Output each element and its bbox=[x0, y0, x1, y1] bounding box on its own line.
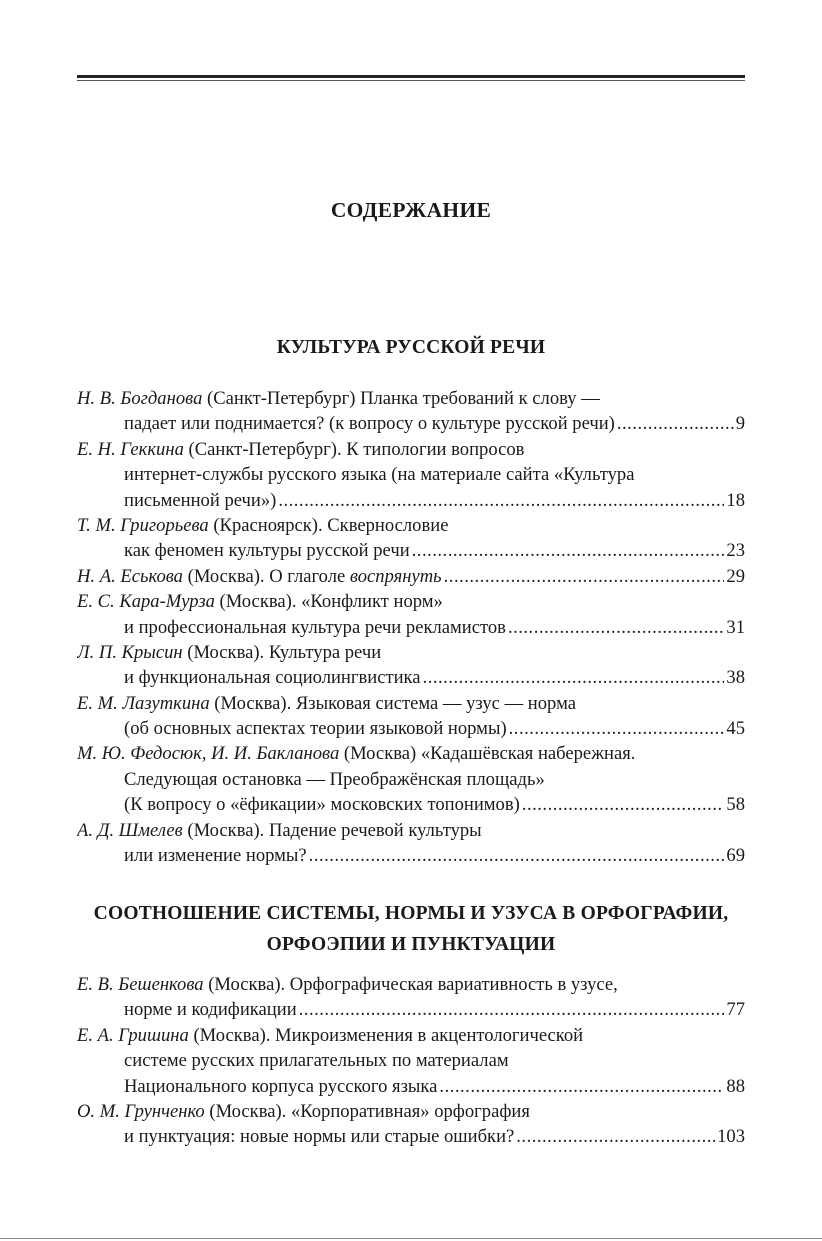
page-title: СОДЕРЖАНИЕ bbox=[330, 198, 492, 222]
section-title-line: ОРФОЭПИИ И ПУНКТУАЦИИ bbox=[266, 934, 556, 955]
bottom-rule bbox=[0, 1238, 822, 1239]
page-number: 88 bbox=[726, 1075, 745, 1097]
page-number: 77 bbox=[726, 999, 745, 1021]
toc-entry[interactable] bbox=[77, 437, 745, 513]
page-number: 9 bbox=[735, 413, 745, 435]
entry-author: М. Ю. Федосюк, И. И. Бакланова bbox=[77, 743, 340, 765]
page-number: 18 bbox=[726, 489, 745, 511]
entry-title-cont: или изменение нормы? bbox=[124, 845, 307, 867]
toc-entry[interactable] bbox=[77, 741, 745, 817]
entry-author: Л. П. Крысин bbox=[77, 641, 183, 663]
toc-entry[interactable] bbox=[77, 589, 745, 640]
toc-entry[interactable] bbox=[77, 691, 745, 742]
leader-dots bbox=[299, 997, 725, 1022]
entry-title-cont: и пунктуация: новые нормы или старые ошибки? bbox=[124, 1126, 515, 1148]
toc-section-1 bbox=[77, 386, 745, 868]
leader-dots bbox=[522, 792, 725, 817]
page-number: 45 bbox=[726, 718, 745, 740]
toc-entry[interactable] bbox=[77, 513, 745, 564]
toc-entry[interactable] bbox=[77, 564, 745, 589]
leader-dots bbox=[444, 564, 725, 589]
page-number: 103 bbox=[717, 1126, 745, 1148]
entry-author: Е. С. Кара-Мурза bbox=[77, 591, 215, 613]
section-title-line: СООТНОШЕНИЕ СИСТЕМЫ, НОРМЫ И УЗУСА В ОРФОГРАФИИ, bbox=[93, 903, 729, 924]
top-rule-thin bbox=[77, 80, 745, 81]
toc-section-2 bbox=[77, 972, 745, 1150]
entry-title: (Москва). Микроизменения в акцентологической bbox=[188, 1024, 584, 1046]
entry-title-cont: как феномен культуры русской речи bbox=[124, 540, 410, 562]
toc-entry[interactable] bbox=[77, 386, 745, 437]
entry-title: (Москва). «Конфликт норм» bbox=[214, 591, 443, 613]
entry-title: (Санкт-Петербург) Планка требований к слову — bbox=[202, 388, 600, 409]
entry-title-cont: и функциональная социолингвистика bbox=[124, 667, 421, 689]
toc-entry[interactable] bbox=[77, 818, 745, 869]
entry-title-cont: и профессиональная культура речи рекламистов bbox=[124, 616, 506, 638]
leader-dots bbox=[508, 615, 724, 640]
entry-author: Е. Н. Геккина bbox=[77, 438, 184, 460]
toc-entry[interactable] bbox=[77, 1023, 745, 1099]
entry-title-cont: падает или поднимается? (к вопросу о культуре русской речи) bbox=[124, 413, 615, 435]
entry-title: (Москва). Орфографическая вариативность в узусе, bbox=[203, 974, 618, 995]
entry-title: (Красноярск). Сквернословие bbox=[208, 514, 449, 536]
toc-entry[interactable] bbox=[77, 972, 745, 1023]
entry-author: Т. М. Григорьева bbox=[77, 514, 209, 536]
leader-dots bbox=[309, 843, 725, 868]
page-number: 31 bbox=[726, 616, 745, 638]
entry-title-cont: (К вопросу о «ёфикации» московских топонимов) bbox=[124, 794, 520, 816]
entry-title-italic: воспрянуть bbox=[349, 565, 442, 587]
entry-title: (Москва). Падение речевой культуры bbox=[182, 819, 482, 841]
page-number: 29 bbox=[726, 565, 745, 587]
entry-title: (Москва). «Корпоративная» орфография bbox=[204, 1100, 530, 1122]
page-number: 69 bbox=[726, 845, 745, 867]
page-number: 23 bbox=[726, 540, 745, 562]
entry-title: (Москва). О глаголе bbox=[182, 565, 350, 587]
section-title-1 bbox=[77, 332, 745, 363]
toc-entry[interactable] bbox=[77, 1099, 745, 1150]
leader-dots bbox=[423, 665, 725, 690]
entry-title-cont: письменной речи») bbox=[124, 489, 277, 511]
page-number: 58 bbox=[726, 794, 745, 816]
entry-author: Е. В. Бешенкова bbox=[77, 974, 204, 995]
entry-title-cont: (об основных аспектах теории языковой нормы) bbox=[124, 718, 507, 740]
entry-author: А. Д. Шмелев bbox=[77, 819, 183, 841]
page-number: 38 bbox=[726, 667, 745, 689]
leader-dots bbox=[617, 411, 734, 436]
entry-author: Е. М. Лазуткина bbox=[77, 692, 210, 714]
leader-dots bbox=[516, 1124, 715, 1149]
entry-title: (Москва) «Кадашёвская набережная. bbox=[339, 743, 636, 765]
entry-author: О. М. Грунченко bbox=[77, 1100, 205, 1122]
leader-dots bbox=[278, 488, 724, 513]
leader-dots bbox=[509, 716, 725, 741]
section-title-2 bbox=[77, 898, 745, 960]
entry-title-cont: системе русских прилагательных по материалам bbox=[124, 1050, 509, 1072]
section-title-line: КУЛЬТУРА РУССКОЙ РЕЧИ bbox=[276, 337, 546, 358]
leader-dots bbox=[439, 1074, 724, 1099]
leader-dots bbox=[412, 538, 725, 563]
entry-title: (Москва). Культура речи bbox=[182, 641, 382, 663]
entry-author: Е. А. Гришина bbox=[77, 1024, 189, 1046]
entry-author: Н. В. Богданова bbox=[77, 388, 203, 409]
entry-title: (Санкт-Петербург). К типологии вопросов bbox=[183, 438, 525, 460]
entry-title-cont: норме и кодификации bbox=[124, 999, 297, 1021]
entry-title-cont: интернет-службы русского языка (на материале сайта «Культура bbox=[124, 464, 635, 486]
entry-author: Н. А. Еськова bbox=[77, 565, 183, 587]
toc-entry[interactable] bbox=[77, 640, 745, 691]
entry-title-cont: Национального корпуса русского языка bbox=[124, 1075, 438, 1097]
top-rule bbox=[77, 75, 745, 78]
entry-title: (Москва). Языковая система — узус — норма bbox=[209, 692, 576, 714]
entry-title-cont: Следующая остановка — Преображёнская площадь» bbox=[124, 768, 545, 790]
